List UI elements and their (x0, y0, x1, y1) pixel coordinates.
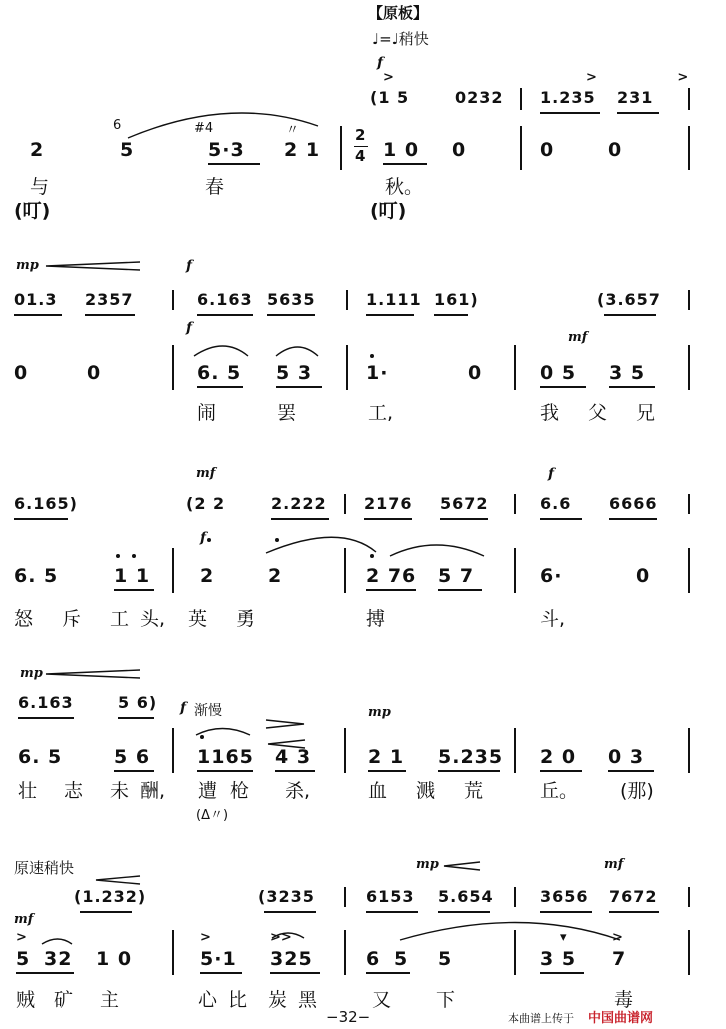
accomp-note: 231 (617, 88, 654, 107)
note: 3 5 (609, 362, 646, 384)
lyric: 遭 (198, 780, 218, 802)
grace-note: 6 (113, 118, 122, 133)
lyric: 我 (540, 402, 560, 424)
note: 6· (540, 565, 563, 587)
dynamic: f (186, 258, 193, 274)
note: 2 (200, 565, 215, 587)
dynamic: mp (16, 258, 39, 273)
lyric: (那) (620, 780, 654, 802)
octave-dot (132, 554, 136, 558)
hairpin (268, 740, 305, 748)
slur (266, 537, 376, 553)
lyric: 比 (228, 989, 248, 1011)
note: 0 (452, 139, 467, 161)
octave-dot (370, 554, 374, 558)
note: 1· (366, 362, 389, 384)
note: 6. 5 (14, 565, 59, 587)
slur (196, 729, 250, 736)
lyric: 杀, (285, 780, 311, 802)
note: 1 0 (96, 948, 133, 970)
note: 5 3 (276, 362, 313, 384)
accomp-note: (3.657 (597, 290, 661, 309)
accomp-note: 6.6 (540, 494, 572, 513)
hairpin (96, 876, 140, 884)
lyric: 炭 (268, 989, 288, 1011)
accomp-note: 2176 (364, 494, 413, 513)
lyric: 又 (372, 989, 392, 1011)
upload-credit: 本曲谱上传于 (508, 1012, 574, 1025)
accomp-note: 6.165) (14, 494, 78, 513)
slur (128, 113, 318, 138)
note: 3 5 (540, 948, 577, 970)
octave-dot (275, 538, 279, 542)
dynamic: mp (20, 666, 43, 681)
lyric: 勇 (236, 608, 256, 630)
accomp-note: 5672 (440, 494, 489, 513)
note: 5 7 (438, 565, 475, 587)
note: 5.235 (438, 746, 504, 768)
page-number: −32− (326, 1008, 371, 1026)
note: 6 (366, 948, 381, 970)
octave-dot (370, 354, 374, 358)
note: 0 (468, 362, 483, 384)
accomp-note: 6153 (366, 887, 415, 906)
staccato-mark: ▾ (560, 930, 567, 945)
lyric: 秋。 (385, 176, 424, 198)
lyric: 贼 (16, 989, 36, 1011)
note: 5 6 (114, 746, 151, 768)
slur (272, 933, 304, 938)
time-sig-bot: 4 (355, 147, 367, 165)
lyric: 闹 (197, 402, 217, 424)
note: 6. 5 (197, 362, 242, 384)
accomp-note: (1 5 (370, 88, 410, 107)
lyric: 酬, (140, 780, 166, 802)
note: 0 3 (608, 746, 645, 768)
accent-mark: > (612, 930, 623, 945)
accomp-note: 5635 (267, 290, 316, 309)
tempo-marking: ♩=♩稍快 (372, 30, 429, 48)
note: 5·1 (200, 948, 237, 970)
accent-mark: >> (270, 930, 292, 945)
lyric: 未 (110, 780, 130, 802)
dynamic: mf (14, 912, 34, 927)
accomp-note: 2357 (85, 290, 134, 309)
accomp-note: 0232 (455, 88, 504, 107)
slur (42, 939, 72, 944)
accent-mark: > > (586, 70, 726, 85)
dynamic: mp (368, 705, 391, 720)
note: 5 (120, 139, 135, 161)
tempo-change: 渐慢 (194, 703, 222, 719)
note: 0 (87, 362, 102, 384)
lyric: 斗, (540, 608, 566, 630)
lyric: 罢 (277, 402, 297, 424)
note: 0 (636, 565, 651, 587)
lyric: 血 (368, 780, 388, 802)
accent-mark: > (16, 930, 27, 945)
slur (194, 346, 248, 356)
lyric: 头, (140, 608, 166, 630)
accomp-note: 2.222 (271, 494, 327, 513)
grace-note: #4 (194, 121, 214, 136)
note: 2 (30, 139, 45, 161)
hairpin (266, 720, 304, 728)
note: 5 (394, 948, 409, 970)
lyric: 下 (436, 989, 456, 1011)
dynamic: f (200, 530, 207, 546)
hairpin (444, 862, 480, 870)
accomp-note: 1.235 (540, 88, 596, 107)
lyric: 工, (368, 402, 394, 424)
lyric: 溅 (416, 780, 436, 802)
lyric-extra: (叮) (370, 200, 407, 222)
note: 0 (608, 139, 623, 161)
lyric: 枪 (230, 780, 250, 802)
note: 1165 (197, 746, 254, 768)
accomp-note: 1.111 (366, 290, 422, 309)
octave-dot (116, 554, 120, 558)
note: 6. 5 (18, 746, 63, 768)
lyric: 心 (198, 989, 218, 1011)
lyric: 搏 (366, 608, 386, 630)
note: 2 0 (540, 746, 577, 768)
note: 0 (14, 362, 29, 384)
accomp-note: 6.163 (197, 290, 253, 309)
note: 2 1 (284, 139, 321, 161)
note: 325 (270, 948, 313, 970)
note: 32 (44, 948, 73, 970)
lyric: 矿 (54, 989, 74, 1011)
octave-dot (200, 735, 204, 739)
lyric: 毒 (614, 989, 634, 1011)
note: 0 5 (540, 362, 577, 384)
note: 7 (612, 948, 627, 970)
accomp-note: (1.232) (74, 887, 147, 906)
tempo-marking: 原速稍快 (14, 859, 75, 877)
note: 2 1 (368, 746, 405, 768)
dynamic: f (186, 320, 193, 336)
accomp-note: (3235 (258, 887, 315, 906)
lyric: 兄 (636, 402, 656, 424)
note: 5·3 (208, 139, 245, 161)
section-marker: 【原板】 (368, 4, 429, 22)
accomp-note: 5 6) (118, 693, 158, 712)
accomp-note: 6.163 (18, 693, 74, 712)
note: 1 1 (114, 565, 151, 587)
accent-mark: > (200, 930, 211, 945)
note: 5 (438, 948, 453, 970)
note: 4 3 (275, 746, 312, 768)
site-logo: 中国曲谱网 (588, 1011, 654, 1026)
slur (276, 347, 318, 356)
note: 2 (268, 565, 283, 587)
accomp-note: 5.654 (438, 887, 494, 906)
dynamic: mf (604, 857, 624, 872)
octave-dot (207, 538, 211, 542)
time-sig-top: 2 (355, 126, 367, 144)
lyric: 斥 (62, 608, 82, 630)
accomp-note: 3656 (540, 887, 589, 906)
accomp-note: (2 2 (186, 494, 226, 513)
slur (400, 923, 620, 941)
dynamic: mf (568, 330, 588, 345)
note: 0 (540, 139, 555, 161)
accomp-note: 161) (434, 290, 479, 309)
accomp-note: 6666 (609, 494, 658, 513)
dynamic: mp (416, 857, 439, 872)
dynamic-f: f (377, 55, 384, 71)
lyric: 工 (110, 608, 130, 630)
accent-mark: > (383, 70, 394, 85)
hairpin (46, 262, 140, 270)
dynamic: f (180, 700, 187, 716)
dynamic: f (548, 466, 555, 482)
lyric-extra: (Δ〃) (196, 808, 229, 823)
hairpin (46, 670, 140, 678)
lyric: 壮 (18, 780, 38, 802)
accomp-note: 01.3 (14, 290, 58, 309)
lyric: 父 (588, 402, 608, 424)
lyric: 荒 (464, 780, 484, 802)
lyric-extra: (叮) (14, 200, 51, 222)
note: 1 0 (383, 139, 420, 161)
slur (390, 545, 484, 556)
accomp-note: 7672 (609, 887, 658, 906)
lyric: 主 (100, 989, 120, 1011)
lyric: 春 (205, 176, 225, 198)
dynamic: mf (196, 466, 216, 481)
lyric: 与 (30, 176, 50, 198)
lyric: 志 (64, 780, 84, 802)
note: 5 (16, 948, 31, 970)
lyric: 英 (188, 608, 208, 630)
lyric: 丘。 (540, 780, 579, 802)
lyric: 怒 (14, 608, 34, 630)
note: 2 76 (366, 565, 417, 587)
lyric: 黑 (298, 989, 318, 1011)
grace-note: 〃 (286, 123, 300, 138)
